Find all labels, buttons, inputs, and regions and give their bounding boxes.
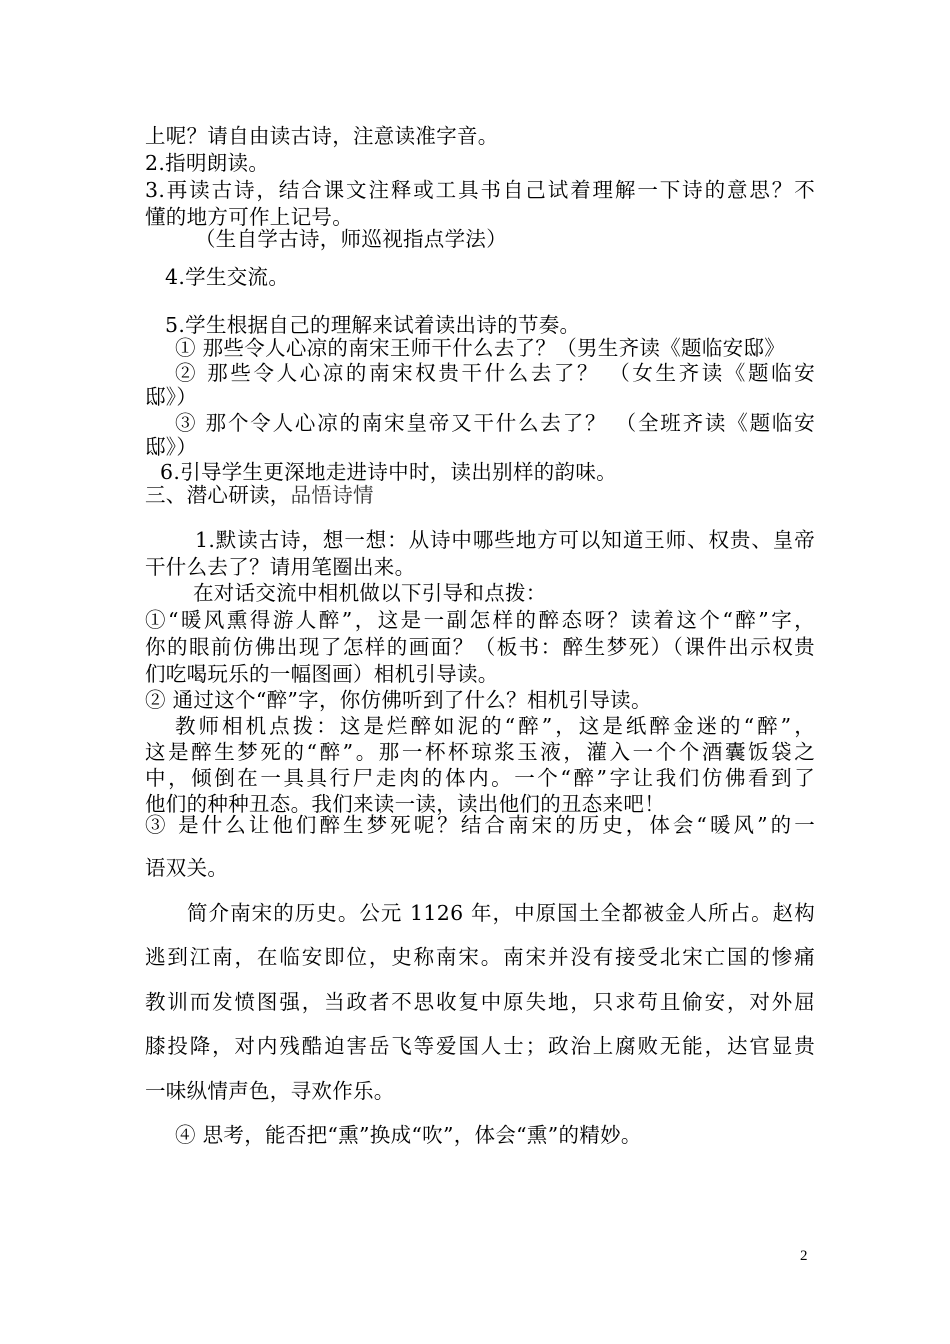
text-line: 语双关。	[145, 856, 229, 880]
text-line: 你的眼前仿佛出现了怎样的画面？（板书：醉生梦死）（课件出示权贵	[145, 635, 815, 659]
text-line: 5.学生根据自己的理解来试着读出诗的节奏。	[165, 313, 581, 337]
text-line: 邸》）	[145, 385, 198, 409]
text-line: 他们的种种丑态。我们来读一读，读出他们的丑态来吧！	[145, 792, 665, 816]
text-line: （生自学古诗，师巡视指点学法）	[195, 227, 507, 251]
section-heading	[145, 481, 374, 509]
text-line: 4.学生交流。	[165, 265, 290, 289]
text-line: 膝投降，对内残酷迫害岳飞等爱国人士；政治上腐败无能，达官显贵	[145, 1034, 815, 1058]
text-line: ④ 思考，能否把“熏”换成“吹”，体会“熏”的精妙。	[175, 1123, 642, 1147]
text-line: 6.引导学生更深地走进诗中时，读出别样的韵味。	[160, 460, 617, 484]
text-line: 教训而发愤图强，当政者不思收复中原失地，只求苟且偷安，对外屈	[145, 990, 815, 1014]
text-line: 们吃喝玩乐的一幅图画）相机引导读。	[145, 662, 499, 686]
text-line: 教师相机点拨：这是烂醉如泥的“醉”，这是纸醉金迷的“醉”，	[175, 714, 815, 738]
text-line: ①“暖风熏得游人醉”，这是一副怎样的醉态呀？读着这个“醉”字，	[145, 608, 815, 632]
text-line: 1.默读古诗，想一想：从诗中哪些地方可以知道王师、权贵、皇帝	[195, 528, 815, 552]
text-line: 逃到江南，在临安即位，史称南宋。南宋并没有接受北宋亡国的惨痛	[145, 945, 815, 969]
text-line: 一味纵情声色，寻欢作乐。	[145, 1079, 395, 1103]
heading-part: 三、潜心研读，	[145, 483, 291, 507]
text-line: 懂的地方可作上记号。	[145, 205, 353, 229]
text-line: 2.指明朗读。	[145, 151, 270, 175]
text-line: ③ 那个令人心凉的南宋皇帝又干什么去了？ （全班齐读《题临安	[175, 411, 815, 435]
text-line: ③ 是什么让他们醉生梦死呢？结合南宋的历史，体会“暖风”的一	[145, 813, 815, 837]
text-line: 邸》）	[145, 435, 198, 459]
text-line: 简介南宋的历史。公元 1126 年，中原国土全都被金人所占。赵构	[187, 901, 815, 925]
text-line: 3.再读古诗，结合课文注释或工具书自己试着理解一下诗的意思？不	[145, 178, 815, 202]
page-number: 2	[800, 1248, 808, 1264]
text-line: ① 那些令人心凉的南宋王师干什么去了？（男生齐读《题临安邸》	[175, 336, 786, 360]
text-line: 上呢？请自由读古诗，注意读准字音。	[145, 124, 499, 148]
text-line: 中，倾倒在一具具行尸走肉的体内。一个“醉”字让我们仿佛看到了	[145, 766, 815, 790]
heading-part: 品悟诗情	[290, 483, 374, 507]
text-line: 这是醉生梦死的“醉”。那一杯杯琼浆玉液，灌入一个个酒囊饭袋之	[145, 740, 815, 764]
text-line: 干什么去了？请用笔圈出来。	[145, 555, 416, 579]
text-line: ② 那些令人心凉的南宋权贵干什么去了？ （女生齐读《题临安	[175, 361, 815, 385]
text-line: 在对话交流中相机做以下引导和点拨：	[193, 581, 547, 605]
text-line: ② 通过这个“醉”字，你仿佛听到了什么？相机引导读。	[145, 688, 652, 712]
